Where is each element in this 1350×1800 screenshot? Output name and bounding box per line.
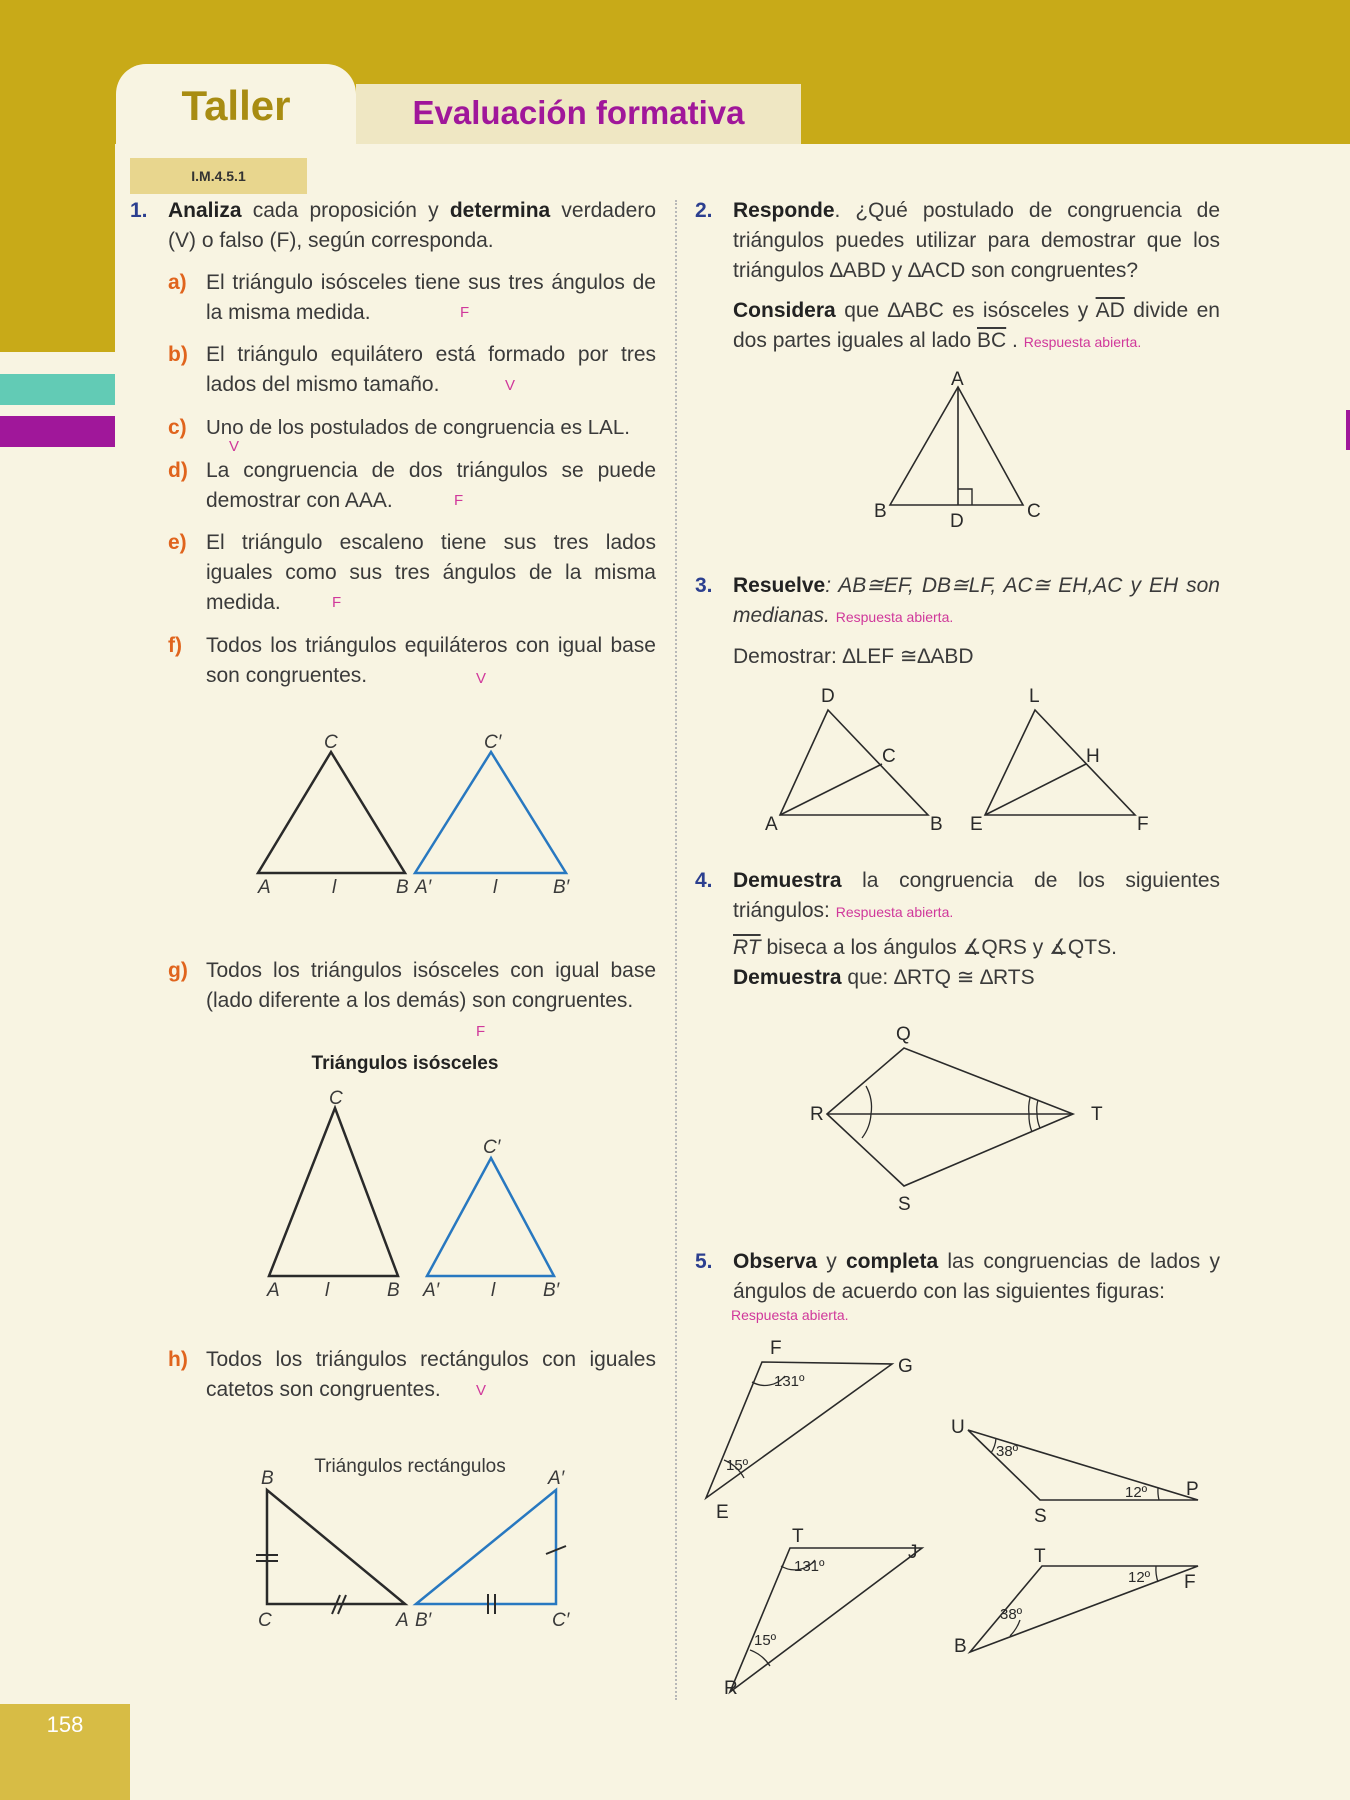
label-f: F (1137, 814, 1149, 835)
arc-t1 (1029, 1098, 1030, 1114)
item-text: El triángulo equilátero está formado por tres lados del mismo tamaño. (206, 343, 656, 396)
label-f2: F (1184, 1572, 1196, 1593)
label-p: P (1186, 1479, 1199, 1500)
q5-verb2: completa (845, 1250, 939, 1273)
question-5 (695, 1247, 1220, 1307)
q4-verb: Demuestra (733, 869, 842, 892)
label-t2: T (1034, 1546, 1046, 1567)
q5-text2: las congruencias de lados y ángulos de acuerdo con las siguientes figuras: (733, 1250, 1220, 1303)
q1-item-f (168, 631, 656, 691)
arc-r1 (866, 1086, 872, 1114)
arc-t2 (1029, 1114, 1032, 1132)
q1-item-h (168, 1345, 656, 1405)
label-s: S (898, 1194, 911, 1215)
segment-ad: $\overline{AD}$ (1095, 299, 1125, 322)
angle-15-a: 15º (726, 1457, 749, 1474)
q1-item-b (168, 340, 656, 400)
figure-q4 (800, 1020, 1120, 1220)
figure-q3 (760, 680, 1180, 840)
label-s: S (1034, 1506, 1047, 1527)
triangle-adb (780, 710, 928, 815)
q2-number: 2. (695, 199, 713, 222)
q2-text2c: . (1006, 329, 1018, 352)
label-c: C (258, 1610, 272, 1631)
label-r: R (810, 1104, 824, 1125)
segment-bc: $\overline{BC}$ (977, 329, 1007, 352)
q4-text3: que: ∆RTQ ≅ ∆RTS (841, 966, 1035, 989)
taller-title: Taller (181, 82, 291, 129)
triangle-abc (258, 752, 405, 873)
angle-12-b: 12º (1128, 1569, 1151, 1586)
label-b-prime: B′ (543, 1280, 560, 1301)
label-c: C (882, 746, 896, 767)
label-e: E (970, 814, 983, 835)
label-c-prime: C′ (484, 732, 502, 753)
item-label: c) (168, 416, 187, 439)
answer-g: F (476, 1023, 486, 1040)
angle-131-b: 131º (794, 1558, 825, 1575)
label-e: E (716, 1502, 729, 1523)
q4-text: la congruencia de los siguientes triángulos: (733, 869, 1220, 922)
item-label: e) (168, 531, 187, 554)
arc-t1b (1037, 1100, 1038, 1114)
item-text: El triángulo escaleno tiene sus tres lados iguales como sus tres ángulos de la misma medida. (206, 531, 656, 614)
q2-text: . ¿Qué postulado de congruencia de triángulos puedes utilizar para demostrar que los triángulos ∆ABD y ∆ACD son congruentes? (733, 199, 1220, 282)
label-c: C (329, 1088, 343, 1109)
label-a-prime: A′ (548, 1468, 565, 1489)
q4-number: 4. (695, 869, 713, 892)
label-l: l (325, 1280, 330, 1301)
figure-g-title: Triángulos isósceles (311, 1053, 499, 1074)
q2-verb: Responde (733, 199, 835, 222)
q1-text1: cada proposición y (241, 199, 450, 222)
triangle-usp (968, 1430, 1198, 1500)
label-a-prime: A′ (415, 877, 432, 898)
item-text: Uno de los postulados de congruencia es LAL. (206, 416, 630, 439)
eval-title: Evaluación formativa (412, 94, 745, 131)
label-a: A (951, 369, 964, 390)
triangle-tjr (730, 1548, 922, 1692)
label-b-prime: B′ (553, 877, 570, 898)
label-l-prime: l (493, 877, 498, 898)
triangle-abc (890, 387, 1023, 505)
label-r: R (724, 1678, 738, 1699)
q5-number: 5. (695, 1250, 713, 1273)
q4-verb2: Demuestra (733, 966, 842, 989)
answer-d: F (454, 492, 464, 509)
angle-38-b: 38º (1000, 1606, 1023, 1623)
isosceles-abc (269, 1108, 398, 1276)
item-text: Todos los triángulos isósceles con igual base (lado diferente a los demás) son congruentes. (206, 959, 656, 1012)
figure-q2 (860, 365, 1060, 535)
figure-right-triangles (250, 1470, 590, 1640)
q5-answer: Respuesta abierta. (731, 1307, 849, 1323)
indicator-code: I.M.4.5.1 (130, 158, 307, 194)
item-label: g) (168, 959, 188, 982)
label-q: Q (896, 1024, 911, 1045)
right-edge-mark (1346, 410, 1350, 450)
label-b: B (387, 1280, 400, 1301)
q2-text2a: que ∆ABC es isósceles y (835, 299, 1096, 322)
item-label: f) (168, 634, 182, 657)
q3-number: 3. (695, 574, 713, 597)
segment-rt: $\overline{RT}$ (733, 936, 761, 959)
label-g: G (898, 1356, 913, 1377)
page-number: 158 (46, 1712, 84, 1737)
label-c-prime: C′ (483, 1137, 501, 1158)
label-b: B (396, 877, 409, 898)
answer-e: F (332, 594, 342, 611)
right-angle-mark (958, 489, 972, 505)
label-d: D (821, 686, 835, 707)
label-d: D (950, 511, 964, 532)
item-text: La congruencia de dos triángulos se puede demostrar con AAA. (206, 459, 656, 512)
item-label: a) (168, 271, 187, 294)
item-label: d) (168, 459, 188, 482)
q3-answer: Respuesta abierta. (835, 609, 954, 625)
q1-item-c (168, 413, 656, 443)
item-text: El triángulo isósceles tiene sus tres ángulos de la misma medida. (206, 271, 656, 324)
column-divider (675, 200, 677, 1700)
label-a: A (258, 877, 271, 898)
label-l: l (332, 877, 337, 898)
label-a: A (765, 814, 778, 835)
label-f: F (770, 1338, 782, 1359)
label-t: T (1091, 1104, 1103, 1125)
q1-verb2: determina (449, 199, 551, 222)
label-c-prime: C′ (552, 1610, 570, 1631)
question-2 (695, 196, 1220, 357)
answer-a: F (460, 304, 470, 321)
label-b-prime: B′ (415, 1610, 432, 1631)
q3-text: : AB≅EF, DB≅LF, AC≅ EH,AC y EH son medianas. (733, 574, 1220, 627)
teal-stripe (0, 374, 115, 405)
answer-f: V (476, 670, 487, 687)
q1-number: 1. (130, 199, 148, 222)
label-c: C (324, 732, 338, 753)
label-c: C (1027, 501, 1041, 522)
label-l-prime: l (491, 1280, 496, 1301)
figure-isosceles (255, 1080, 575, 1310)
quadrilateral-rqts (827, 1048, 1073, 1186)
item-label: h) (168, 1348, 188, 1371)
label-a: A (267, 1280, 280, 1301)
angle-15-b: 15º (754, 1632, 777, 1649)
label-j: J (908, 1542, 918, 1563)
label-a-prime: A′ (423, 1280, 440, 1301)
q3-verb: Resuelve (733, 574, 826, 597)
label-b: B (261, 1468, 274, 1489)
figure-q5 (690, 1330, 1230, 1710)
arc-t2b (1037, 1114, 1040, 1128)
answer-h: V (476, 1382, 487, 1399)
q1-item-g (168, 956, 656, 1016)
item-text: Todos los triángulos equiláteros con igual base son congruentes. (206, 634, 656, 687)
q4-text2: biseca a los ángulos ∡QRS y ∡QTS. (760, 936, 1117, 959)
label-l: L (1029, 686, 1040, 707)
label-h: H (1086, 746, 1100, 767)
q1-item-d (168, 456, 656, 516)
q5-text1: y (817, 1250, 846, 1273)
triangle-abc-prime (415, 752, 566, 873)
q1-verb1: Analiza (168, 199, 242, 222)
isosceles-abc-prime (427, 1158, 554, 1276)
arc-r2 (862, 1114, 871, 1138)
question-3 (695, 571, 1220, 672)
answer-b: V (505, 377, 516, 394)
q5-verb: Observa (733, 1250, 818, 1273)
label-t: T (792, 1526, 804, 1547)
question-1 (130, 196, 656, 256)
question-4 (695, 866, 1220, 993)
label-b: B (874, 501, 887, 522)
q3-prove: Demostrar: ∆LEF ≅∆ABD (733, 645, 974, 668)
angle-12-a: 12º (1125, 1484, 1148, 1501)
q2-answer: Respuesta abierta. (1023, 334, 1142, 350)
right-triangle-bca (267, 1490, 405, 1604)
magenta-stripe (0, 416, 115, 447)
angle-131-a: 131º (774, 1373, 805, 1390)
median-ac (780, 764, 882, 815)
item-text: Todos los triángulos rectángulos con iguales catetos son congruentes. (206, 1348, 656, 1401)
q1-text2: verdadero (V) o falso (F), según corresponda. (168, 199, 656, 252)
q2-text2b: divide en dos partes iguales al lado (733, 299, 1220, 352)
label-a: A (396, 1610, 409, 1631)
angle-38-a: 38º (996, 1443, 1019, 1460)
right-triangle-prime (416, 1490, 556, 1604)
label-u: U (951, 1417, 965, 1438)
median-eh (985, 764, 1086, 815)
left-band (0, 0, 115, 352)
q1-item-e (168, 528, 656, 618)
item-label: b) (168, 343, 188, 366)
label-b: B (930, 814, 943, 835)
q4-answer: Respuesta abierta. (835, 904, 954, 920)
triangle-elf (985, 710, 1135, 815)
q1-item-a (168, 268, 656, 328)
label-b: B (954, 1636, 967, 1657)
q2-verb2: Considera (733, 299, 836, 322)
figure-h-title: Triángulos rectángulos (314, 1456, 506, 1477)
figure-equilateral (240, 720, 600, 900)
answer-c: V (229, 438, 240, 455)
